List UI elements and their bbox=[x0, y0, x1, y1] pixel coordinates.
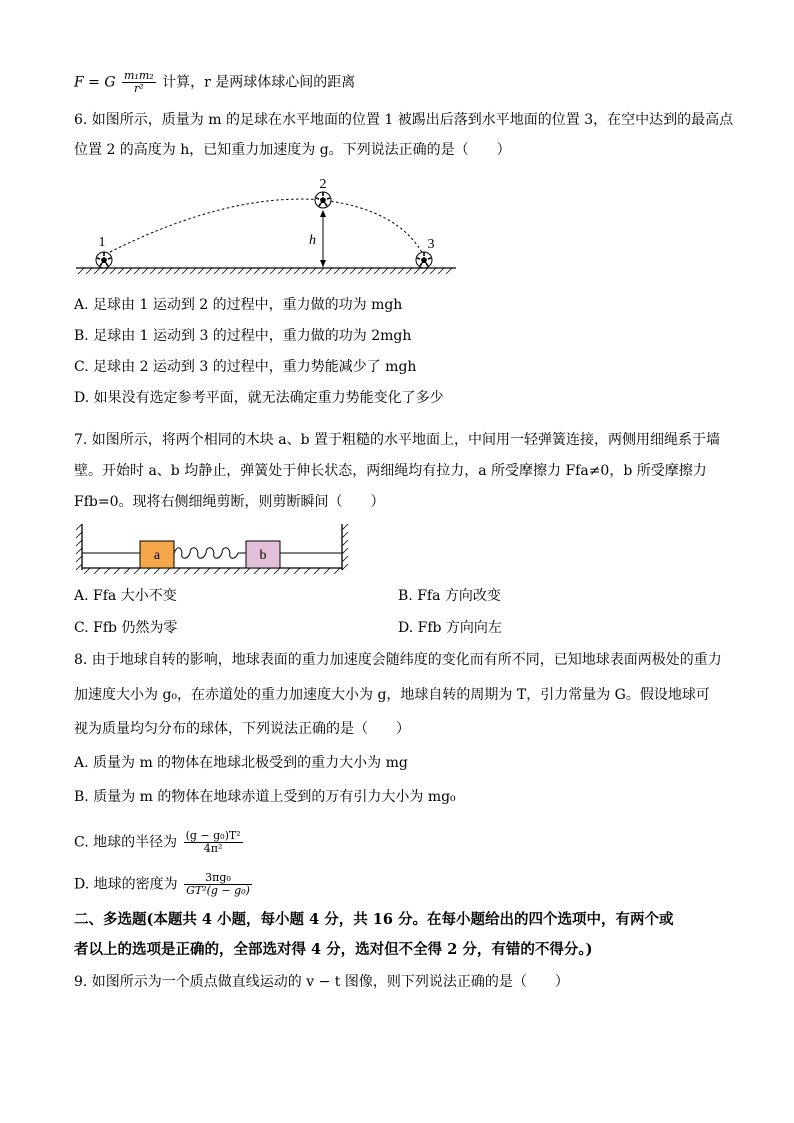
q7-figure bbox=[72, 520, 352, 580]
formula-numerator: m₁m₂ bbox=[123, 69, 154, 82]
q8-option-d-text: D. 地球的密度为 bbox=[74, 876, 178, 893]
q8-stem-line1: 8. 由于地球自转的影响，地球表面的重力加速度会随纬度的变化而有所不同，已知地球表面两极处的重力 bbox=[74, 652, 722, 668]
q8-option-d-denominator: GT²(g − g₀) bbox=[186, 884, 250, 897]
height-label: h bbox=[309, 233, 316, 248]
formula-tail: 计算，r 是两球体球心间的距离 bbox=[162, 74, 356, 91]
q8-stem-line2: 加速度大小为 g₀，在赤道处的重力加速度大小为 g，地球自转的周期为 T，引力常量为 G。假设地球可 bbox=[74, 687, 710, 703]
q6-option-a: A. 足球由 1 运动到 2 的过程中，重力做的功为 mgh bbox=[74, 297, 403, 313]
ground-hatching bbox=[78, 268, 452, 274]
q8-option-d-fraction bbox=[184, 872, 252, 897]
section2-heading-line2: 者以上的选项是正确的，全部选对得 4 分，选对但不全得 2 分，有错的不得分。) bbox=[74, 941, 593, 958]
q8-stem-line3: 视为质量均匀分布的球体，下列说法正确的是（ ） bbox=[74, 721, 410, 737]
formula-lhs: F = G bbox=[74, 74, 116, 91]
label-position-3: 3 bbox=[427, 237, 435, 252]
spring bbox=[174, 548, 246, 559]
label-position-2: 2 bbox=[319, 177, 327, 192]
floor-hatching bbox=[84, 568, 340, 574]
block-b-label: b bbox=[259, 548, 267, 563]
label-position-1: 1 bbox=[98, 235, 106, 250]
q7-stem-line1: 7. 如图所示，将两个相同的木块 a、b 置于粗糙的水平地面上，中间用一轻弹簧连接，两侧用细绳系于墙 bbox=[74, 432, 721, 448]
ball-1 bbox=[96, 252, 112, 268]
q6-stem-line2: 位置 2 的高度为 h，已知重力加速度为 g。下列说法正确的是（ ） bbox=[74, 142, 511, 158]
q8-option-c-denominator: 4π² bbox=[203, 842, 223, 855]
right-wall-hatching bbox=[342, 524, 348, 570]
formula-denominator: r² bbox=[133, 82, 144, 95]
block-a-label: a bbox=[153, 548, 161, 563]
ball-2 bbox=[315, 192, 331, 208]
q8-option-a: A. 质量为 m 的物体在地球北极受到的重力大小为 mg bbox=[74, 755, 408, 771]
q7-stem-line2: 壁。开始时 a、b 均静止，弹簧处于伸长状态，两细绳均有拉力，a 所受摩擦力 Ffa≠0，b 所受摩擦力 bbox=[74, 463, 707, 479]
height-arrow-up bbox=[320, 210, 326, 217]
height-arrow-down bbox=[320, 260, 326, 267]
ball-3 bbox=[416, 252, 432, 268]
q6-figure bbox=[70, 172, 470, 282]
q8-option-b: B. 质量为 m 的物体在地球赤道上受到的万有引力大小为 mg₀ bbox=[74, 789, 456, 805]
trajectory-path bbox=[110, 199, 424, 256]
q9-stem: 9. 如图所示为一个质点做直线运动的 v − t 图像，则下列说法正确的是（ ） bbox=[74, 974, 569, 990]
q8-option-c-fraction bbox=[184, 830, 243, 855]
q6-stem-line1: 6. 如图所示，质量为 m 的足球在水平地面的位置 1 被踢出后落到水平地面的位置 3，在空中达到的最高点 bbox=[74, 112, 734, 128]
q7-option-b: B. Ffa 方向改变 bbox=[398, 588, 501, 604]
formula-line bbox=[74, 70, 355, 95]
q8-option-c bbox=[74, 830, 245, 855]
formula-fraction bbox=[122, 70, 156, 95]
q8-option-d bbox=[74, 872, 254, 897]
section2-heading-line1: 二、多选题(本题共 4 小题，每小题 4 分，共 16 分。在每小题给出的四个选项中，有两个或 bbox=[74, 911, 674, 928]
q8-option-c-text: C. 地球的半径为 bbox=[74, 834, 178, 851]
q6-option-c: C. 足球由 2 运动到 3 的过程中，重力势能减少了 mgh bbox=[74, 359, 417, 375]
q8-option-c-numerator: (g − g₀)T² bbox=[185, 829, 241, 842]
q7-option-c: C. Ffb 仍然为零 bbox=[74, 620, 178, 636]
q7-stem-line3: Ffb=0。现将右侧细绳剪断，则剪断瞬间（ ） bbox=[74, 494, 385, 510]
q7-option-d: D. Ffb 方向向左 bbox=[398, 620, 502, 636]
left-wall-hatching bbox=[76, 524, 82, 570]
q8-option-d-numerator: 3πg₀ bbox=[184, 872, 252, 885]
q7-option-a: A. Ffa 大小不变 bbox=[74, 588, 177, 604]
q6-option-b: B. 足球由 1 运动到 3 的过程中，重力做的功为 2mgh bbox=[74, 328, 412, 344]
q6-option-d: D. 如果没有选定参考平面，就无法确定重力势能变化了多少 bbox=[74, 390, 444, 406]
